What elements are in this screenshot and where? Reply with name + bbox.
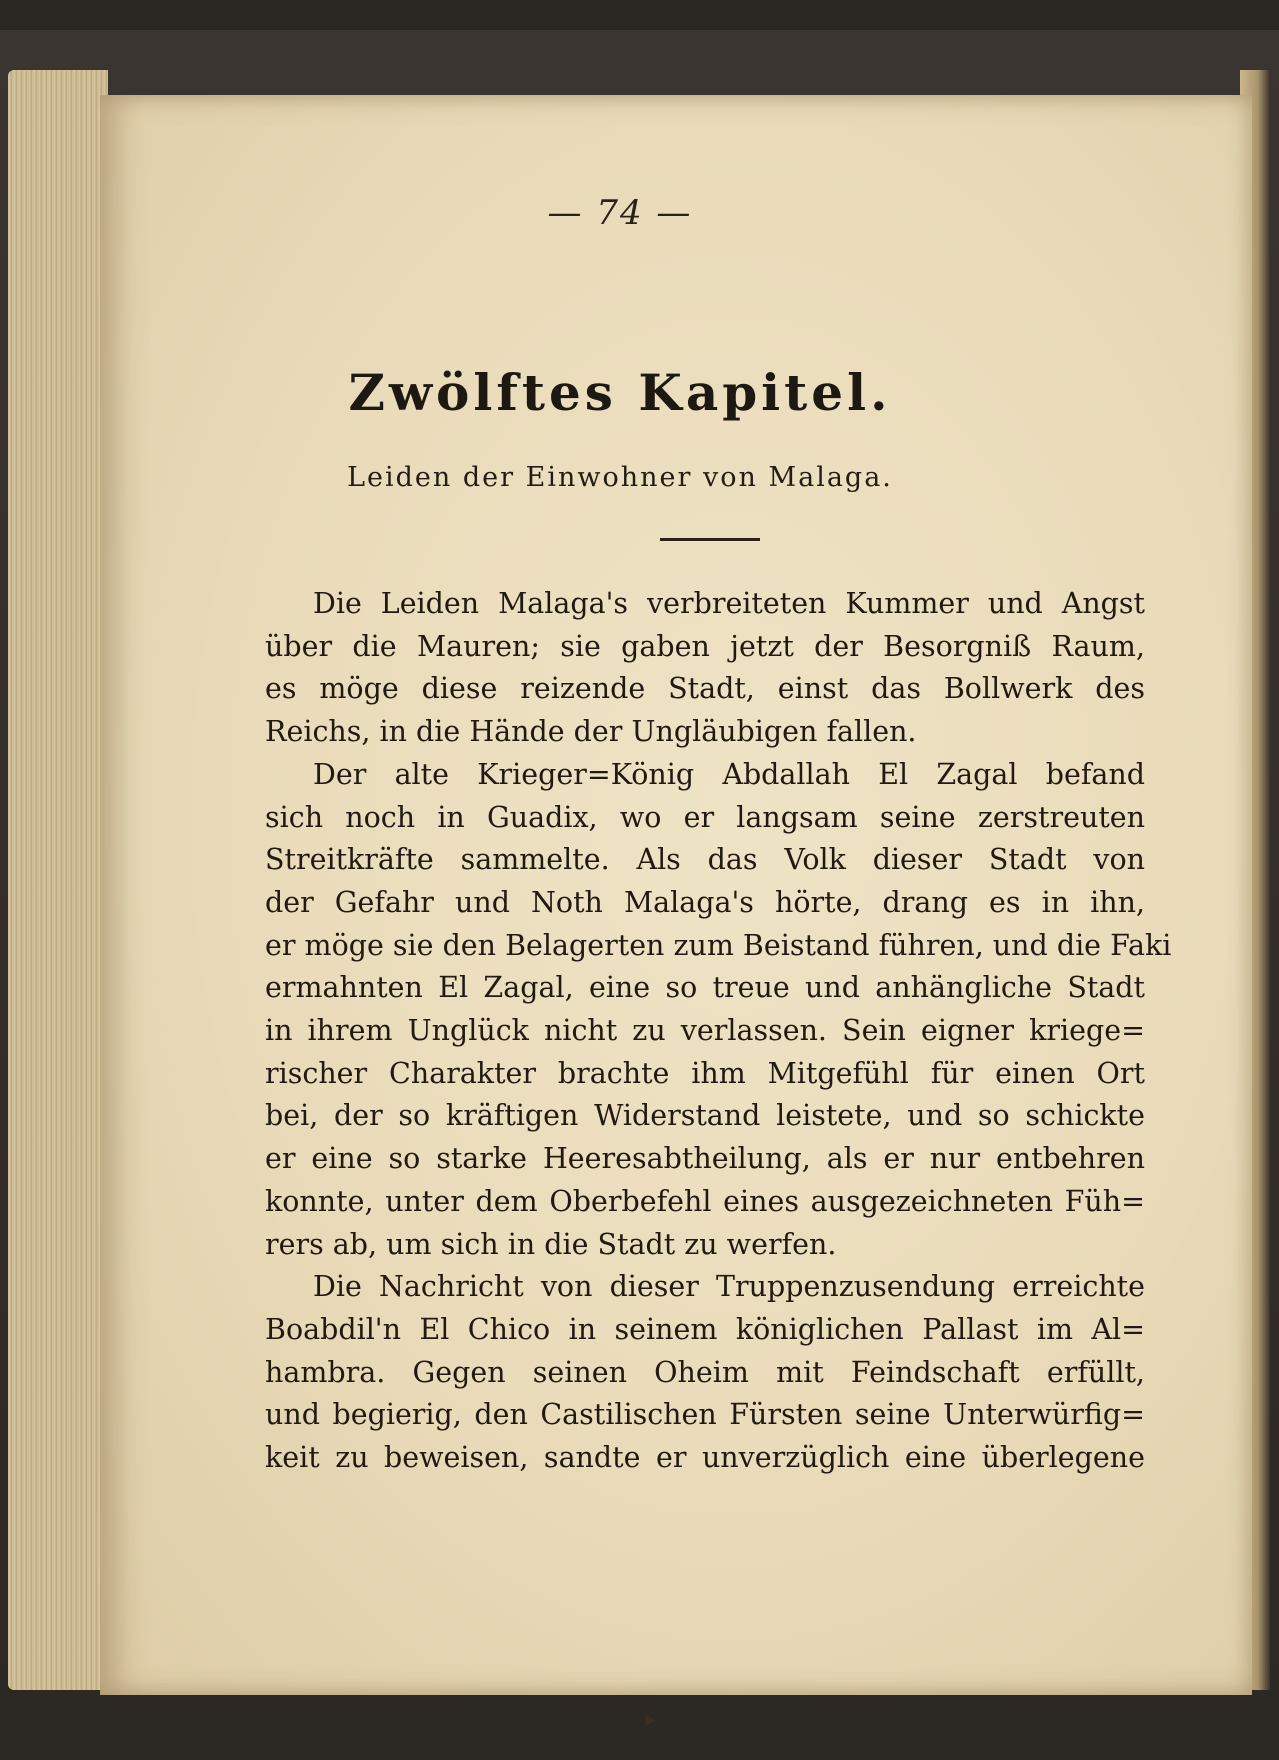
- text-line: er eine so starke Heeresabtheilung, als er nur entbehren: [265, 1142, 1145, 1176]
- text-line: Der alte Krieger=König Abdallah El Zagal befand: [313, 757, 1145, 791]
- text-line: der Gefahr und Noth Malaga's hörte, drang es in ihn,: [265, 885, 1145, 919]
- text-line: Boabdil'n El Chico in seinem königlichen Pallast im Al=: [265, 1312, 1145, 1346]
- text-line: er möge sie den Belagerten zum Beistand führen, und die Faki: [265, 928, 1172, 962]
- text-line: keit zu beweisen, sandte er unverzüglich eine überlegene: [265, 1441, 1145, 1475]
- text-line: über die Mauren; sie gaben jetzt der Besorgniß Raum,: [265, 629, 1145, 663]
- text-line: Die Leiden Malaga's verbreiteten Kummer und Angst: [313, 587, 1145, 620]
- page-number: — 74 —: [547, 193, 693, 233]
- text-line: ermahnten El Zagal, eine so treue und anhängliche Stadt: [265, 971, 1145, 1005]
- text-line: es möge diese reizende Stadt, einst das Bollwerk des: [265, 672, 1145, 706]
- body-text: [265, 583, 1172, 1480]
- chapter-divider: [660, 538, 760, 541]
- page-stack-edge: [8, 70, 108, 1690]
- text-line: sich noch in Guadix, wo er langsam seine zerstreuten: [265, 800, 1145, 834]
- text-line: Die Nachricht von dieser Truppenzusendung erreichte: [313, 1270, 1145, 1304]
- book-page: [100, 95, 1252, 1732]
- text-line: in ihrem Unglück nicht zu verlassen. Sein eigner kriege=: [265, 1014, 1145, 1048]
- text-line: rischer Charakter brachte ihm Mitgefühl für einen Ort: [265, 1056, 1145, 1090]
- paragraph: [265, 1266, 1145, 1480]
- text-line: konnte, unter dem Oberbefehl eines ausgezeichneten Füh=: [265, 1184, 1145, 1218]
- paragraph: [265, 754, 1172, 1266]
- chapter-title: Zwölftes Kapitel.: [348, 363, 892, 422]
- text-line: und begierig, den Castilischen Fürsten seine Unterwürfig=: [265, 1398, 1145, 1432]
- text-line: bei, der so kräftigen Widerstand leistete, und so schickte: [265, 1099, 1145, 1133]
- text-line: Streitkräfte sammelte. Als das Volk dieser Stadt von: [265, 843, 1145, 877]
- chapter-subtitle: Leiden der Einwohner von Malaga.: [347, 462, 893, 493]
- footer-ornament: ▸: [645, 1707, 657, 1732]
- text-line: hambra. Gegen seinen Oheim mit Feindschaft erfüllt,: [265, 1355, 1145, 1389]
- paragraph: [265, 583, 1145, 754]
- text-line: rers ab, um sich in die Stadt zu werfen.: [265, 1227, 837, 1261]
- text-line: Reichs, in die Hände der Ungläubigen fallen.: [265, 715, 917, 749]
